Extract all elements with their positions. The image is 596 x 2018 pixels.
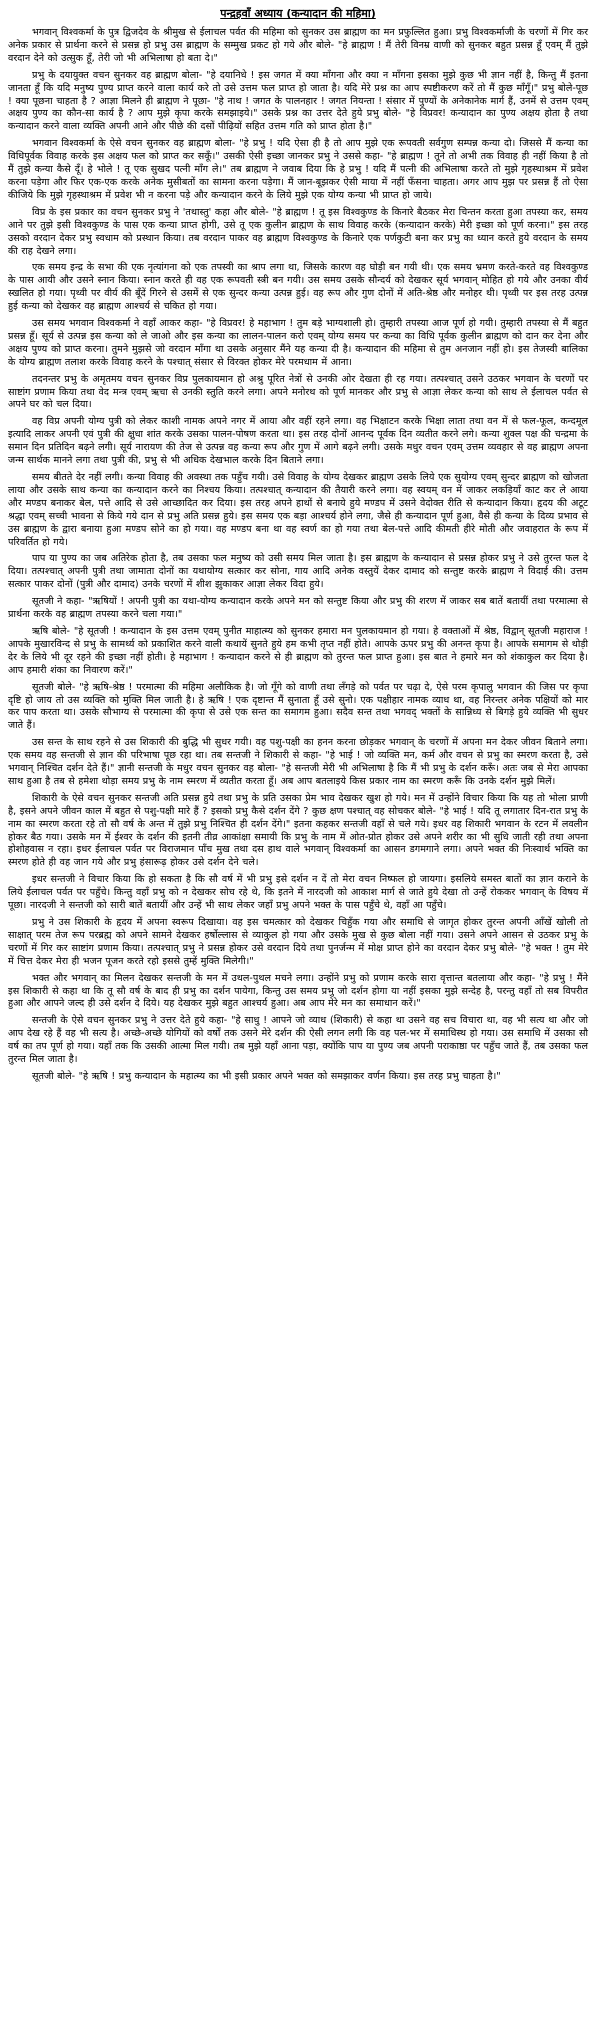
paragraph: सूतजी बोले- "हे ऋषि ! प्रभु कन्यादान के महात्म्य का भी इसी प्रकार अपने भक्त को समझाकर वर्णन किया। इस तरह प्रभु चाहता है।" [32, 1070, 501, 1082]
paragraph: प्रभु ने उस शिकारी के हृदय में अपना स्वरूप दिखाया। वह इस चमत्कार को देखकर चिहुँक गया और समाधि से जागृत होकर तुरन्त अपनी आँखें खोली तो साक्षात् परम तेज रूप परब्रह्म को अपने सामने देखकर हर्षोल्लास से व्याकुल हो गया और उसके मुख से कुछ बोला नहीं गया। उसने अपने आसन से उठकर प्रभु के चरणों में गिर कर साष्टांग प्रणाम किया। तत्पश्चात् प्रभु ने प्रसन्न होकर उसे वरदान दिये तथा पुनर्जन्म में मोक्ष प्राप्त होने का वरदान देकर प्रभु बोले- "हे भक्त ! तुम मेरे में चित्त देकर मेरा ही भजन पूजन करते रहो इससे तुम्हें मुक्ति मिलेगी।" [8, 917, 588, 967]
paragraph: भगवान विश्वकर्मा के ऐसे वचन सुनकर वह ब्राह्मण बोला- "हे प्रभु ! यदि ऐसा ही है तो आप मुझे एक रूपवती सर्वगुण सम्पन्न कन्या दो। जिससे मैं कन्या का विधिपूर्वक विवाह करके इस अक्षय फल को प्राप्त कर सकूँ।" उसकी ऐसी इच्छा जानकर प्रभु ने उससे कहा- "हे ब्राह्मण ! तूने तो अभी तक विवाह ही नहीं किया है तो मैं तुझे कन्या कैसे दूँ। हे भोले ! तू एक सुखद पत्नी माँग ले।" तब ब्राह्मण ने जवाब दिया कि हे प्रभु ! यदि मैं पत्नी की अभिलाषा करते तो मुझे गृहस्थाश्रम में प्रवेश करना पड़ेगा और फिर एक-एक करके अनेक मुसीबतों का सामना करना पड़ेगा। मैं जान-बूझकर ऐसी माया में नहीं फँसना चाहता। अगर आप मुझ पर प्रसन्न हैं तो ऐसा कीजिये कि मुझे गृहस्थाश्रम में प्रवेश भी न करना पड़े और कन्यादान करने के लिये मुझे एक योग्य कन्या भी प्राप्त हो जाये। [8, 138, 588, 201]
chapter-body [8, 27, 588, 1084]
paragraph: विप्र के इस प्रकार का वचन सुनकर प्रभु ने 'तथास्तु' कहा और बोले- "हे ब्राह्मण ! तू इस विश्वकुण्ड के किनारे बैठकर मेरा चिन्तन करता हुआ तपस्या कर, समय आने पर तुझे इसी विश्वकुण्ड के पास एक कन्या प्राप्त होगी, उसे तू एक कुलीन ब्राह्मण के साथ विवाह करके (कन्यादान करके) मेरी इच्छा को पूर्ण करना।" इस तरह उसको वरदान देकर प्रभु स्वधाम को प्रस्थान किया। तब वरदान पाकर वह ब्राह्मण विश्वकुण्ड के किनारे एक पर्णकुटी बना कर प्रभु का ध्यान करते हुये वरदान के समय की राह देखने लगा। [8, 206, 588, 257]
paragraph: भक्त और भगवान् का मिलन देखकर सन्तजी के मन में उथल-पुथल मचने लगा। उन्होंने प्रभु को प्रणाम करके सारा वृत्तान्त बतलाया और कहा- "हे प्रभु ! मैंने इस शिकारी से कहा था कि तू सौ वर्ष के बाद ही प्रभु का दर्शन पायेगा, किन्तु उस समय प्रभु जो दर्शन होगा या नहीं इसका मुझे सन्देह है, परन्तु वहाँ तो सब विपरीत हुआ और आपने जल्द ही उसे दर्शन दे दिये। यह देखकर मुझे बहुत आश्चर्य हुआ। अब आप मेरे मन का समाधान करें।" [8, 972, 588, 1010]
paragraph: पाप या पुण्य का जब अतिरेक होता है, तब उसका फल मनुष्य को उसी समय मिल जाता है। इस ब्राह्मण के कन्यादान से प्रसन्न होकर प्रभु ने उसे तुरन्त फल दे दिया। तत्पश्चात् अपनी पुत्री तथा जामाता दोनों का यथायोग्य सत्कार कर सोना, गाय आदि अनेक वस्तुयें देकर दामाद को सन्तुष्ट करके ब्राह्मण ने विदाई की। उत्तम सत्कार पाकर दोनों (पुत्री और दामाद) उनके चरणों में शीश झुकाकर आज्ञा लेकर विदा हुये। [8, 553, 588, 591]
paragraph: समय बीतते देर नहीं लगी। कन्या विवाह की अवस्था तक पहुँच गयी। उसे विवाह के योग्य देखकर ब्राह्मण उसके लिये एक सुयोग्य एवम् सुन्दर ब्राह्मण को खोजता लाया और उसके साथ कन्या का कन्यादान करने का निश्चय किया। तत्पश्चात् कन्यादान की तैयारी करने लगा। वह स्वयम् वन में जाकर लकड़ियाँ काट कर ले आया और मण्डप बनाकर बेल, पत्ते आदि से उसे आच्छादित कर दिया। इस तरह अपने हाथों से बनाये हुये मण्डप में उसने वेदोक्त रीति से कन्यादान किया। हृदय की अटूट श्रद्धा एवम् सच्ची भावना से किये गये दान से प्रभु अति प्रसन्न हुये। इस समय एक बड़ा आश्चर्य होने लगा, जैसे ही कन्यादान पूर्ण हुआ, वैसे ही कन्या के दिव्य प्रभाव से उस ब्राह्मण के द्वारा बनाया हुआ मण्डप सोने का हो गया। वह मण्डप बना था वह स्वर्ण का हो गया तथा बेल-पत्ते आदि कीमती हीरे मोती और जवाहरात के रूप में परिवर्तित हो गये। [8, 472, 588, 548]
paragraph: प्रभु के दयायुक्त वचन सुनकर वह ब्राह्मण बोला- "हे दयानिधे ! इस जगत में क्या माँगना और क्या न माँगना इसका मुझे कुछ भी ज्ञान नहीं है, किन्तु मैं इतना जानता हूँ कि यदि मनुष्य पुण्य प्राप्त करने वाला कार्य करे तो उसे उत्तम फल प्राप्त हो जाता है। यदि मेरे प्रश्न का आप स्पष्टीकरण करें तो मैं कुछ माँगूँ।" प्रभु बोले-पूछ ! क्या पूछना चाहता है ? आज्ञा मिलने ही ब्राह्मण ने पूछा- "हे नाथ ! जगत के पालनहार ! जगत नियन्ता ! संसार में पुण्यों के अनेकानेक मार्ग हैं, उनमें से उत्तम एवम् अक्षय पुण्य का कौन-सा कार्य है ? आप मुझे कृपा करके समझाइये।" उसके प्रश्न का उत्तर देते हुये प्रभु बोले- "हे विप्रवर! कन्यादान का पुण्य अक्षय होता है तथा कन्यादान करने वाला व्यक्ति अपनी आने और पीछे की दसों पीढ़ियों सहित उत्तम गति को प्राप्त होता है।" [8, 69, 588, 133]
paragraph: वह विप्र अपनी योग्य पुत्री को लेकर काशी नामक अपने नगर में आया और वहीं रहने लगा। वह भिक्षाटन करके भिक्षा लाता तथा वन में से फल-फूल, कन्दमूल इत्यादि लाकर अपनी एवं पुत्री की क्षुधा शांत करके उसका पालन-पोषण करता था। इस तरह दोनों आनन्द पूर्वक दिन व्यतीत करने लगे। कन्या शुक्ल पक्ष की चन्द्रमा के समान दिन प्रतिदिन बढ़ने लगी। सूर्य नारायण की तेज से उत्पन्न वह कन्या रूप और गुण में आगे बढ़ने लगी। उसके मधुर वचन एवम् उत्तम व्यवहार से वह ब्राह्मण अपना जन्म सार्थक मानने लगा तथा पुत्री की, प्रभु से भी अधिक देखभाल करके दिन बिताने लगा। [8, 416, 588, 467]
paragraph: सूतजी बोले- "हे ऋषि-श्रेष्ठ ! परमात्मा की महिमा अलौकिक है। जो गूँगे को वाणी तथा लँगड़े को पर्वत पर चढ़ा दे, ऐसे परम कृपालु भगवान की जिस पर कृपा दृष्टि हो जाय तो उस व्यक्ति को मुक्ति मिल जाती है। हे ऋषि ! एक दृष्टान्त मैं सुनाता हूँ उसे सुनो। एक पक्षीहार नामक व्याध था, वह निरन्तर अनेक पक्षियों को मार कर पाप करता था। उसके सौभाग्य से परमात्मा की कृपा से उसे एक सन्त का समागम हुआ। सदैव सन्त तथा भगवद् भक्तों के सान्निध्य से बिगड़े हुये व्यक्ति भी सुधर जाते हैं। [8, 681, 588, 732]
paragraph: उस सन्त के साथ रहने से उस शिकारी की बुद्धि भी सुधर गयी। वह पशु-पक्षी का हनन करना छोड़कर भगवान् के चरणों में अपना मन देकर जीवन बिताने लगा। एक समय वह सन्तजी से ज्ञान की परिभाषा पूछ रहा था। तब सन्तजी ने शिकारी से कहा- "हे भाई ! जो व्यक्ति मन, कर्म और वचन से प्रभु का स्मरण करता है, उसे भगवान् निश्चित दर्शन देते हैं।" ज्ञानी सन्तजी के मधुर वचन सुनकर वह बोला- "हे सन्तजी मेरी भी अभिलाषा है कि मैं भी प्रभु के दर्शन करूँ। अतः जब से मेरा आपका साथ हुआ है तब से हमेशा थोड़ा समय प्रभु के नाम स्मरण में व्यतीत करता हूँ। अब आप बतलाइये किस प्रकार नाम का स्मरण करूँ कि उनके दर्शन मुझे मिलें। [8, 737, 588, 787]
paragraph: तदनन्तर प्रभु के अमृतमय वचन सुनकर विप्र पुलकायमान हो अश्रु पूरित नेत्रों से उनकी ओर देखता ही रह गया। तत्पश्चात् उसने उठकर भगवान के चरणों पर साष्टांग प्रणाम किया तथा वेद मन्त्र एवम् ऋचा से उनकी स्तुति करने लगा। अपने मनोरथ को पूर्ण मानकर और प्रभु से आज्ञा लेकर कन्या को साथ ले ईलाचल पर्वत से अपने घर को चल दिया। [8, 373, 588, 411]
paragraph: एक समय इन्द्र के सभा की एक नृत्यांगना को एक तपस्वी का श्राप लगा था, जिसके कारण वह घोड़ी बन गयी थी। एक समय भ्रमण करते-करते वह विश्वकुण्ड के पास आयी और उसने स्नान किया। स्नान करते ही वह एक रूपवती स्त्री बन गयी। उस समय उसके सौन्दर्य को देखकर सूर्य भगवान् मोहित हो गये और उनका वीर्य स्खलित हो गया। पृथ्वी पर वीर्य की बूँदें गिरने से उसमें से एक सुन्दर कन्या उत्पन्न हुई। वह रूप और गुण दोनों में अति-श्रेष्ठ और मनोहर थी। पृथ्वी पर इस तरह उत्पन्न हुई कन्या को देखकर वह ब्राह्मण आश्चर्य से चकित हो गया। [8, 262, 588, 313]
paragraph: इधर सन्तजी ने विचार किया कि हो सकता है कि सौ वर्ष में भी प्रभु इसे दर्शन न दें तो मेरा वचन निष्फल हो जायगा। इसलिये समस्त बातों का ज्ञान कराने के लिये ईलाचल पर्वत पर पहुँचे। किन्तु वहाँ प्रभु को न देखकर सोच रहे थे, कि इतने में नारदजी को आकाश मार्ग से जाते हुये देखा तो उन्हें रोककर भगवान् के विषय में पूछा। नारदजी ने सन्तजी को सारी बातें बतायीं और उन्हें भी साथ लेकर जहाँ प्रभु अपने भक्त के पास पहुँचे थे, वहाँ आ पहुँचे। [8, 874, 588, 912]
paragraph: शिकारी के ऐसे वचन सुनकर सन्तजी अति प्रसन्न हुये तथा प्रभु के प्रति उसका प्रेम भाव देखकर खुश हो गये। मन में उन्होंने विचार किया कि यह तो भोला प्राणी है, इसने अपने जीवन काल में बहुत से पशु-पक्षी मारे हैं ? इसको प्रभु कैसे दर्शन देंगे ? कुछ क्षण पश्चात् वह सोचकर बोले- "हे भाई ! यदि तू लगातार दिन-रात प्रभु के नाम का स्मरण करता रहे तो सौ वर्ष के अन्त में तुझे प्रभु निश्चित ही दर्शन देंगे।" इतना कहकर सन्तजी वहाँ से चले गये। इधर वह शिकारी भगवान के रटन में लवलीन होकर बैठ गया। उसके मन में ईश्वर के दर्शन की इतनी तीव्र आकांक्षा समायी कि प्रभु के नाम में ओत-प्रोत होकर उसे अपने शरीर का भी सुधि जाती रही तथा अपना होशोहवास न रहा। इधर ईलाचल पर्वत पर विराजमान पाँच मुख तथा दस हाथ वाले भगवान् विश्वकर्मा का आसन डगमगाने लगा। अपने भक्त की निःस्वार्थ भक्ति का स्मरण होते ही वह जान गये और प्रभु हंसारूढ़ होकर उसे दर्शन देने चले। [8, 792, 588, 869]
paragraph: उस समय भगवान विश्वकर्मा ने वहाँ आकर कहा- "हे विप्रवर! हे महाभाग ! तुम बड़े भाग्यशाली हो। तुम्हारी तपस्या आज पूर्ण हो गयी। तुम्हारी तपस्या से मैं बहुत प्रसन्न हूँ। सूर्य से उत्पन्न इस कन्या को ले जाओ और इस कन्या का लालन-पालन करो एवम् योग्य समय पर कन्या का विधि पूर्वक कुलीन ब्राह्मण को दान कर देना और अक्षय पुण्य को प्राप्त करना। तुमने मुझसे जो वरदान माँगा था उसके अनुसार मैंने यह कन्या दी है। कन्यादान की महिमा से तुम अनजान नहीं हो। इस तेजस्वी बालिका के योग्य ब्राह्मण तलाश करके विवाह करने के पश्चात् संसार से विरक्त होकर मेरे परमधाम में आना। [8, 318, 589, 368]
paragraph: ऋषि बोले- "हे सूतजी ! कन्यादान के इस उत्तम एवम् पुनीत माहात्म्य को सुनकर हमारा मन पुलकायमान हो गया। हे वक्ताओं में श्रेष्ठ, विद्वान् सूतजी महाराज ! आपके मुखारविन्द से प्रभु के सामर्थ्य को प्रकाशित करने वाली कथायें सुनते हुये हम कभी तृप्त नहीं होते। आपके ऊपर प्रभु की अनन्त कृपा है। आपके समागम से थोड़ी देर के लिये भी दूर रहने की इच्छा नहीं होती। हे महाभाग ! कन्यादान करने से ही ब्राह्मण को तुरन्त फल प्राप्त हुआ। इस बात ने हमारे मन को शंकाकुल कर दिया है। आप हमारी शंका का निवारण करें।" [8, 625, 588, 676]
paragraph: सूतजी ने कहा- "ऋषियों ! अपनी पुत्री का यथा-योग्य कन्यादान करके अपने मन को सन्तुष्ट किया और प्रभु की शरण में जाकर सब बातें बतायीं तथा परमात्मा से प्रार्थना करके वह ब्राह्मण तपस्या करने चला गया।" [8, 596, 588, 621]
chapter-title: पन्द्रहवाँ अध्याय (कन्यादान की महिमा) [220, 7, 376, 20]
paragraph: भगवान् विश्वकर्मा के पुत्र द्विजदेव के श्रीमुख से ईलाचल पर्वत की महिमा को सुनकर उस ब्राह्मण का मन प्रफुल्लित हुआ। प्रभु विश्वकर्माजी के चरणों में गिर कर अनेक प्रकार से प्रार्थना करने से प्रसन्न हो प्रभु उस ब्राह्मण के सम्मुख प्रकट हो गये और बोले- "हे ब्राह्मण ! मैं तेरी विनम्र वाणी को सुनकर बहुत प्रसन्न हूँ एवम् मैं तुझे वरदान देने को उत्सुक हूँ, तेरी जो भी अभिलाषा हो बता दे।" [8, 27, 588, 64]
paragraph: सन्तजी के ऐसे वचन सुनकर प्रभु ने उत्तर देते हुये कहा- "हे साधु ! आपने जो व्याध (शिकारी) से कहा था उसने वह सच विचारा था, वह भी सत्य था और जो आप देख रहे हैं वह भी सत्य है। अच्छे-अच्छे योगियों को वर्षों तक उसने मेरे दर्शन की ऐसी लगन लगी कि वह पल-भर में समाधिस्थ हो गया। उस समाधि में उसका सौ वर्ष का तप पूर्ण हो गया। यहाँ तक कि उसकी आत्मा मिल गयी। तब मुझे यहाँ आना पड़ा, क्योंकि पाप या पुण्य जब अपनी पराकाष्ठा पर पहुँच जाते हैं, तब उसका फल तुरन्त मिल जाता है। [8, 1015, 588, 1066]
